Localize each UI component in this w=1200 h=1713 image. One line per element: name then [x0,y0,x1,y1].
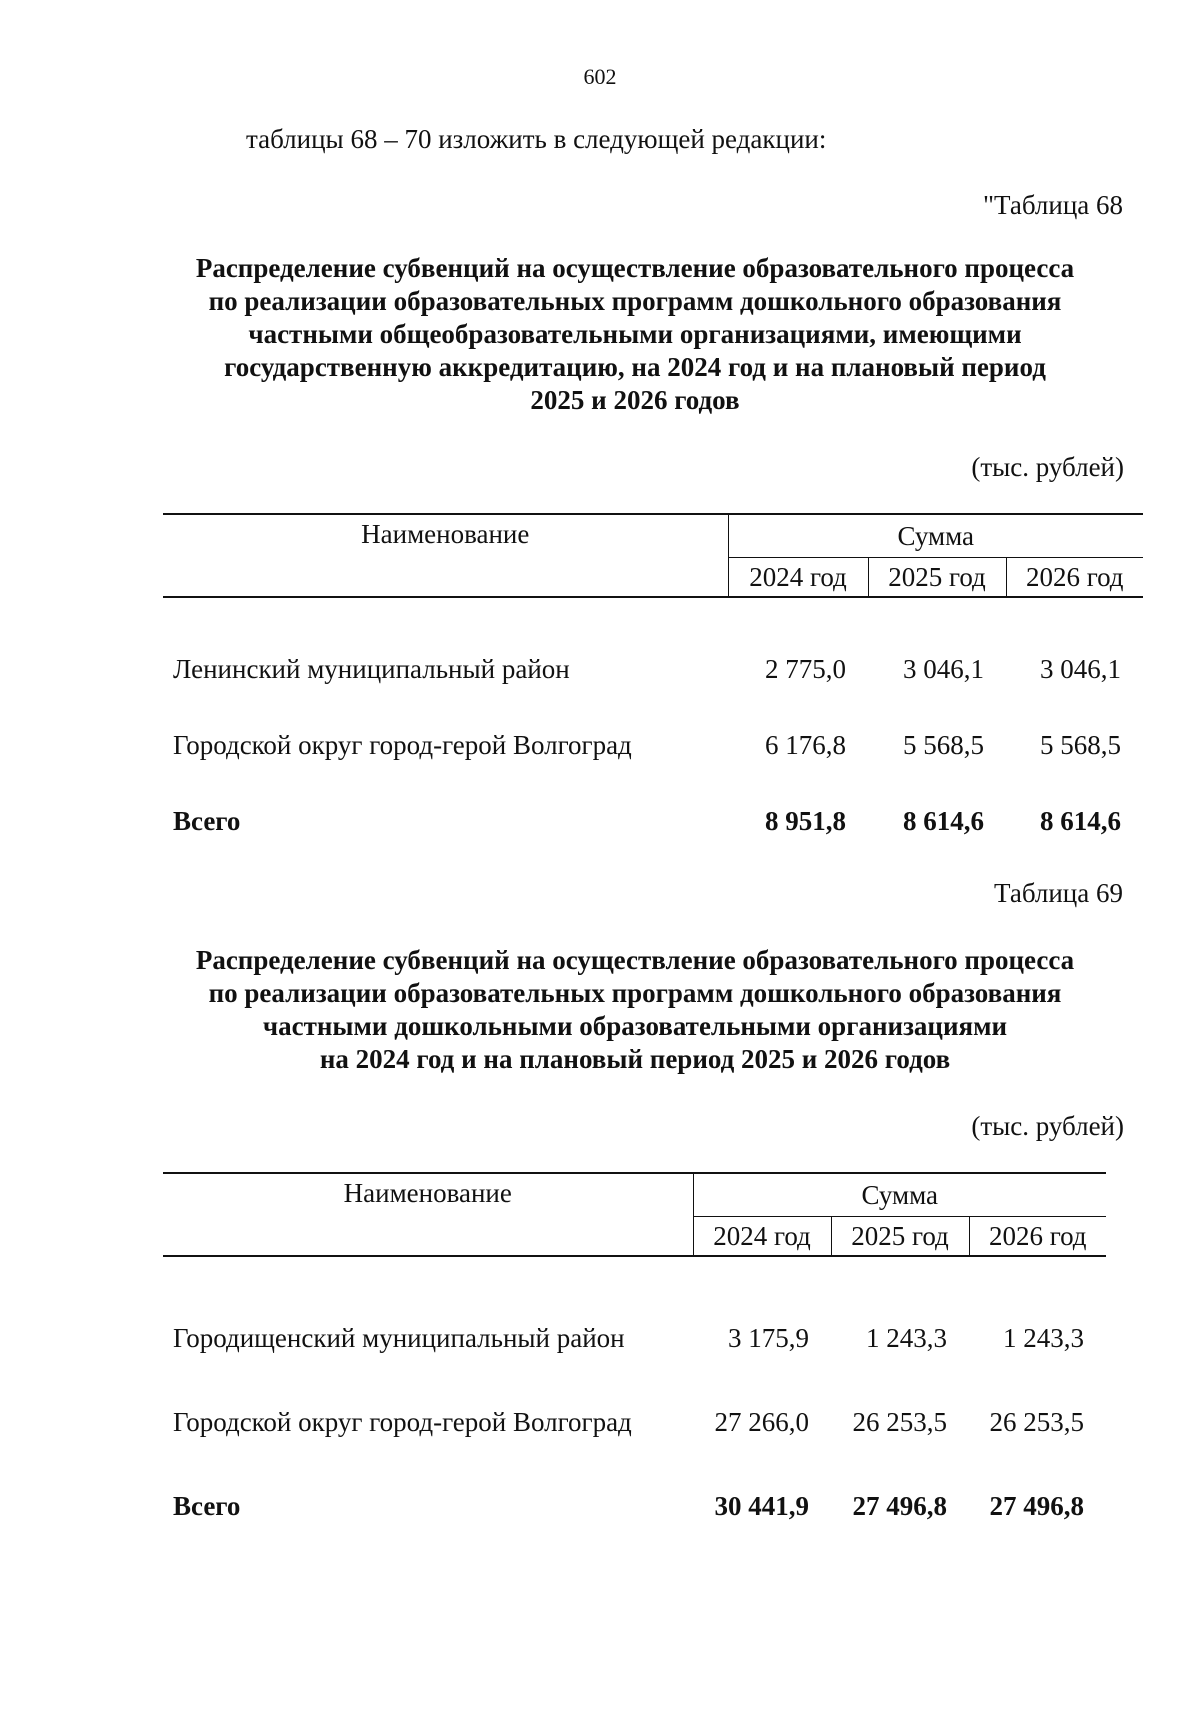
header-name: Наименование [343,1178,512,1208]
table-row [163,1296,1106,1380]
row-name: Городской округ город-герой Волгоград [173,729,632,760]
row-value: 26 253,5 [852,1406,947,1437]
table-68-ref: "Таблица 68 [983,190,1123,220]
row-value: 2 775,0 [765,653,846,684]
total-value: 27 496,8 [852,1490,947,1521]
header-sum: Сумма [728,514,1143,558]
total-value: 30 441,9 [714,1490,809,1521]
total-row [163,783,1143,859]
row-value: 26 253,5 [989,1406,1084,1437]
table-row [163,631,1143,707]
header-year-2026: 2026 год [1006,558,1143,598]
row-value: 3 046,1 [1040,653,1121,684]
header-year-2025: 2025 год [868,558,1006,598]
title-line: 2025 и 2026 годов [530,385,740,415]
table-69-title [150,944,1120,1076]
row-value: 1 243,3 [866,1322,947,1353]
total-name: Всего [173,1490,241,1521]
row-name: Городской округ город-герой Волгоград [173,1406,632,1437]
total-value: 8 951,8 [765,805,846,836]
table-row [163,707,1143,783]
header-year-2026: 2026 год [969,1217,1106,1257]
title-line: Распределение субвенций на осуществление образовательного процесса [195,945,1075,975]
row-value: 3 046,1 [903,653,984,684]
total-value: 8 614,6 [1040,805,1121,836]
total-value: 8 614,6 [903,805,984,836]
title-line: по реализации образовательных программ дошкольного образования [208,978,1062,1008]
row-value: 5 568,5 [903,729,984,760]
page-number: 602 [583,64,617,89]
row-name: Городищенский муниципальный район [173,1322,625,1353]
header-name: Наименование [361,519,530,549]
total-value: 27 496,8 [989,1490,1084,1521]
title-line: частными дошкольными образовательными организациями [262,1011,1008,1041]
total-row [163,1464,1106,1548]
title-line: государственную аккредитацию, на 2024 год и на плановый период [224,352,1046,382]
header-year-2024: 2024 год [693,1217,831,1257]
title-line: на 2024 год и на плановый период 2025 и 2026 годов [319,1044,951,1074]
row-value: 3 175,9 [728,1322,809,1353]
table-row [163,1380,1106,1464]
table-68 [163,513,1143,859]
table-69 [163,1172,1106,1548]
row-value: 27 266,0 [714,1406,809,1437]
header-year-2024: 2024 год [728,558,868,598]
table-68-units: (тыс. рублей) [971,452,1124,482]
header-year-2025: 2025 год [831,1217,969,1257]
table-69-units: (тыс. рублей) [971,1111,1124,1141]
title-line: частными общеобразовательными организациями, имеющими [248,319,1022,349]
title-line: по реализации образовательных программ дошкольного образования [208,286,1062,316]
row-value: 6 176,8 [765,729,846,760]
header-sum: Сумма [693,1173,1106,1217]
row-value: 1 243,3 [1003,1322,1084,1353]
row-name: Ленинский муниципальный район [173,653,570,684]
intro-text: таблицы 68 – 70 изложить в следующей редакции: [246,124,827,154]
row-value: 5 568,5 [1040,729,1121,760]
title-line: Распределение субвенций на осуществление образовательного процесса [195,253,1075,283]
table-68-title [150,252,1120,417]
table-69-ref: Таблица 69 [994,878,1123,908]
total-name: Всего [173,805,241,836]
